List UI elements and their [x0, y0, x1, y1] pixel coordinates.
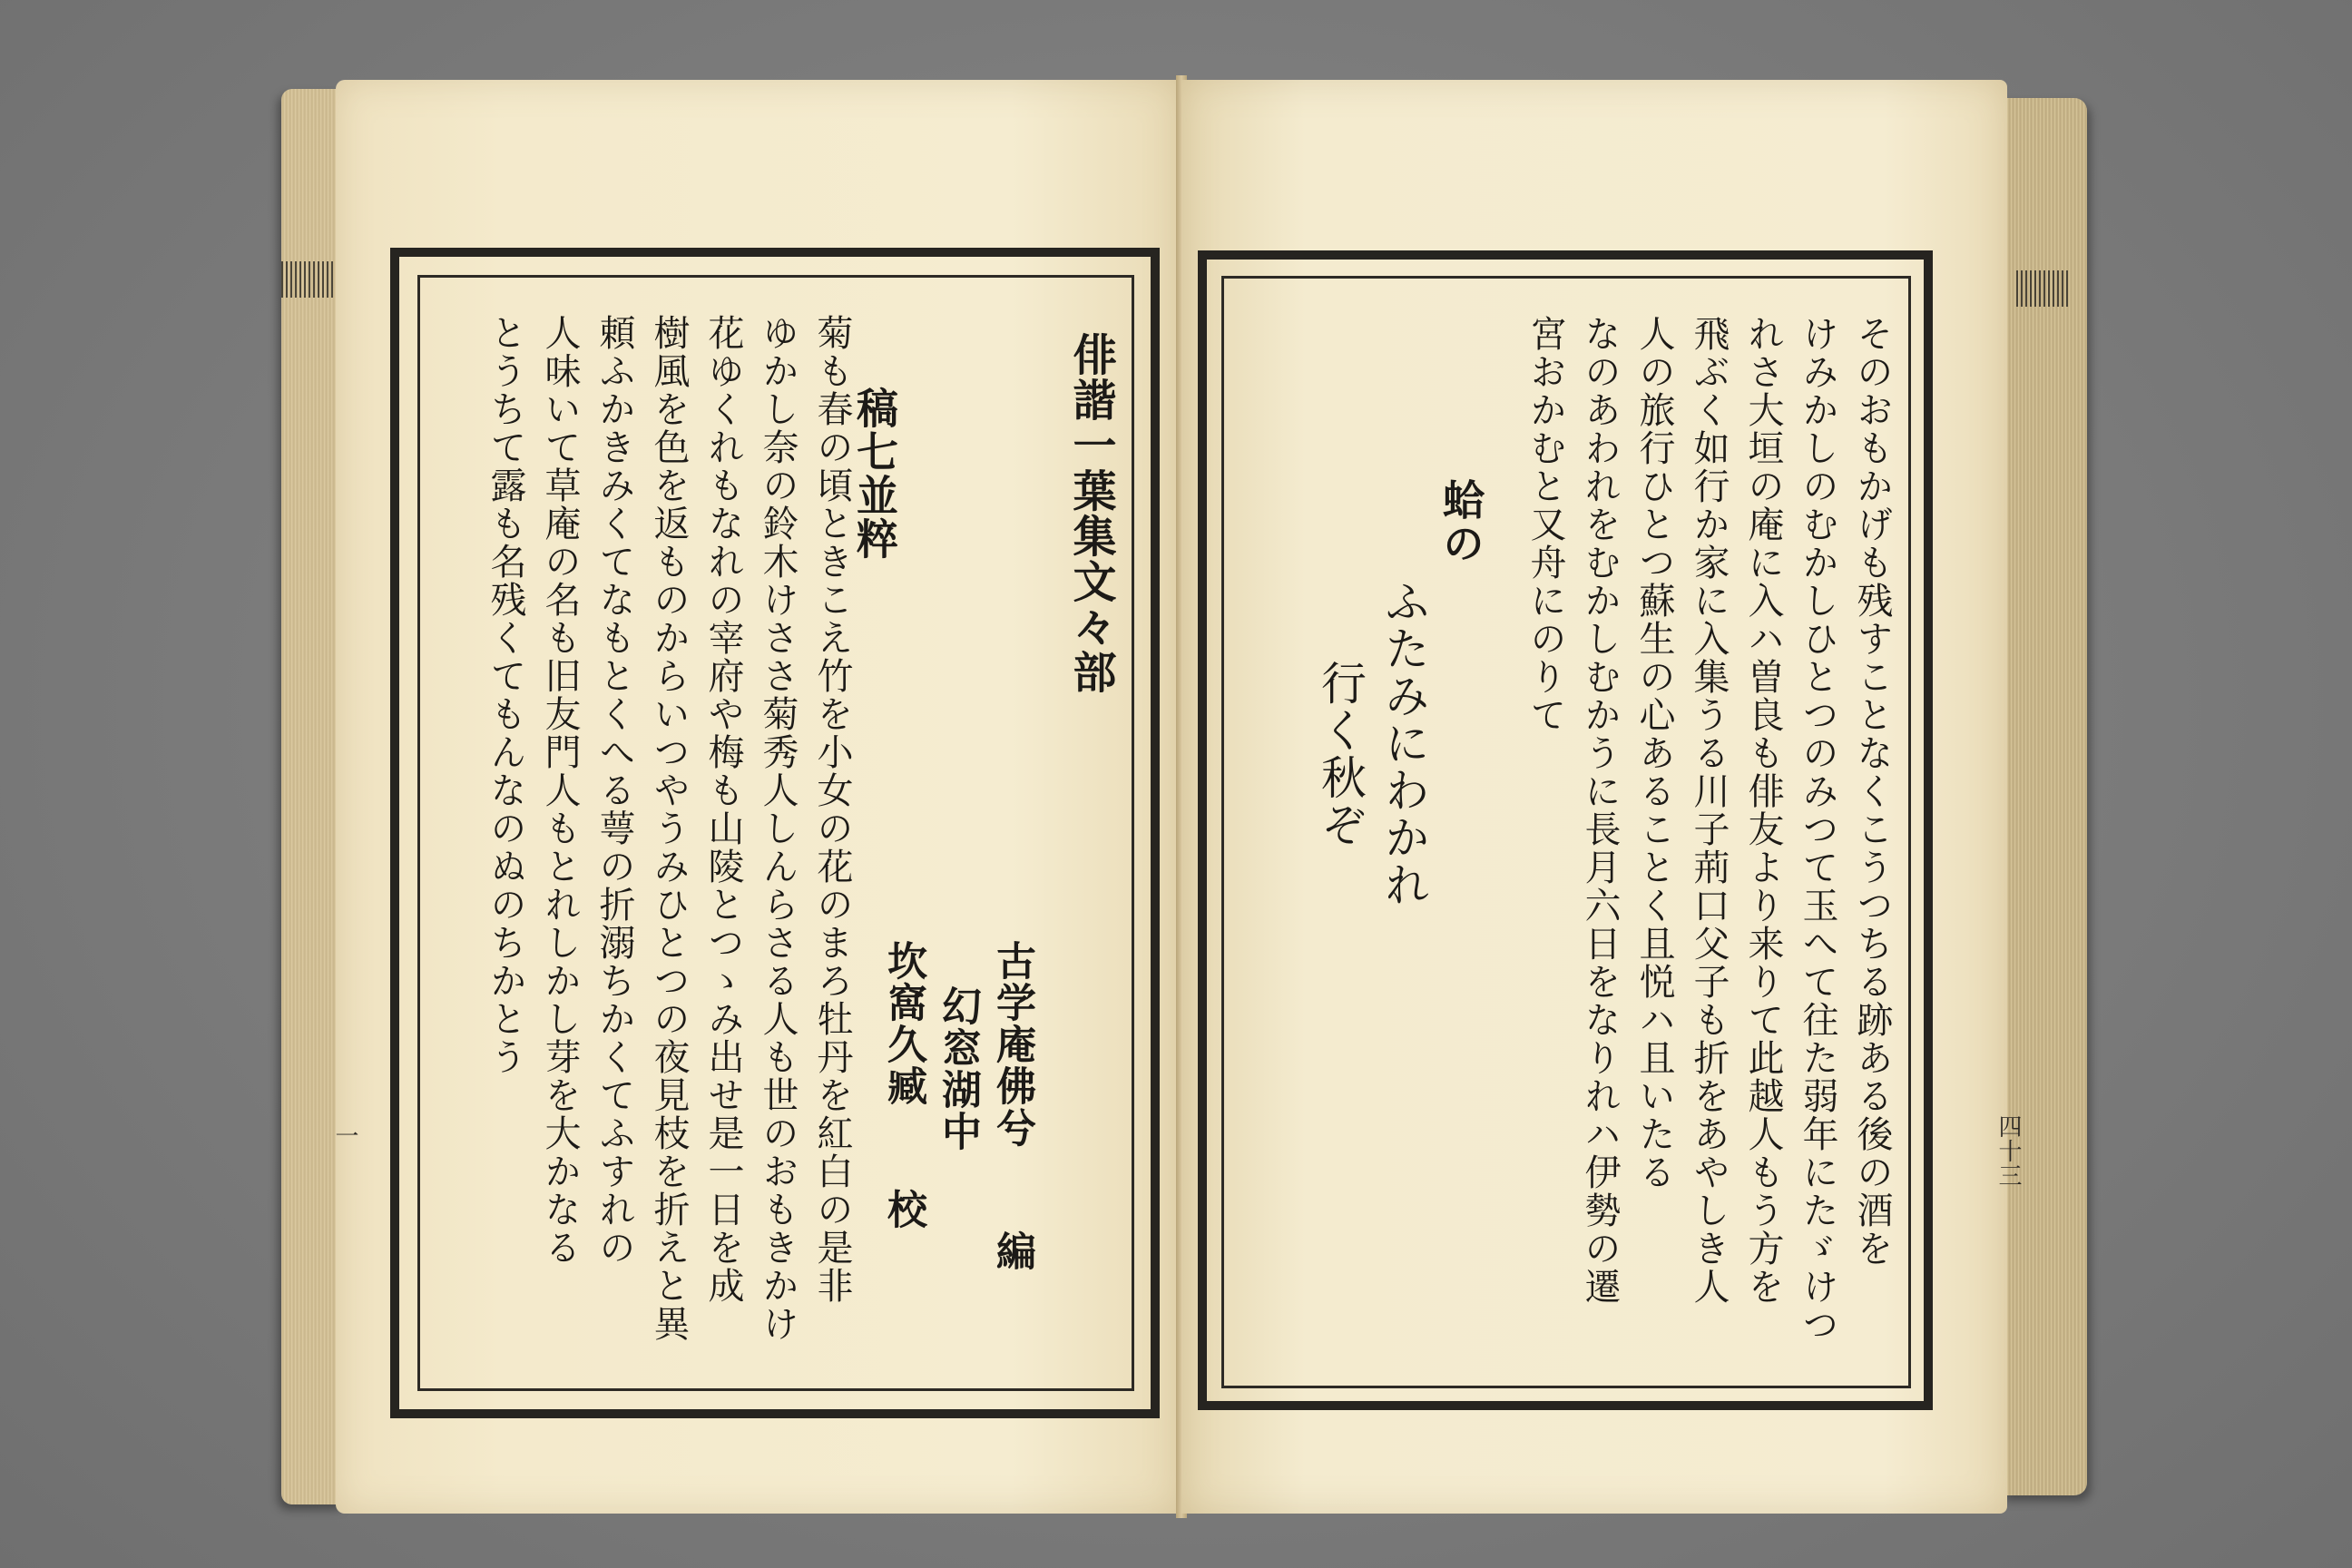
body-column: なのあわれをむかしむかうに長月六日をなりれハ伊勢の遷	[1579, 315, 1621, 1306]
credit-assistant	[928, 985, 986, 1367]
body-column: 人の旅行ひとつ蘇生の心あることく且悦ハ且いたる	[1633, 315, 1675, 1191]
poem-line: ふたみにわかれ	[1377, 578, 1430, 908]
body-column: 菊も春の頃ときこえ竹を小女の花のまろ牡丹を紅白の是非	[811, 314, 853, 1305]
body-column: 樹風を色を返ものからいつやうみひとつの夜見枝を折えと異	[648, 314, 690, 1343]
left-page-border	[390, 248, 1160, 1418]
credit-action: 校	[880, 1189, 926, 1230]
body-column: れさ大垣の庵に入ハ曽良も俳友より来りて此越人もう方を	[1742, 315, 1784, 1306]
credit-name: 古学庵佛兮	[989, 940, 1035, 1149]
credit-editor	[983, 940, 1041, 1367]
body-column: とうちて露も名残くてもんなのぬのちかとう	[485, 314, 526, 1076]
right-page-inner-border	[1221, 276, 1911, 1388]
open-book	[281, 71, 2087, 1523]
edge-title-mark	[2016, 270, 2071, 307]
right-page	[1181, 80, 2022, 1514]
body-column: 飛ぶく如行か家に入集うる川子荊口父子も折をあやしき人	[1688, 315, 1730, 1306]
poem-heading: 蛤の	[1436, 478, 1485, 565]
body-column: けみかしのむかしひとつのみつて玉へて往た弱年にたゞけつ	[1797, 315, 1838, 1344]
credit-action: 編	[989, 1230, 1035, 1272]
left-page	[331, 80, 1180, 1514]
credit-name: 坎窩久臧	[880, 940, 926, 1107]
section-heading: 稿七並粹	[850, 387, 899, 561]
edge-title-mark	[281, 261, 336, 298]
folio-number: 四十三	[1994, 1114, 2022, 1188]
body-column: 花ゆくれもなれの宰府や梅も山陵とつゝみ出せ是一日を成	[702, 314, 744, 1305]
body-column: 頼ふかきみくてなもとくへる萼の折溺ちかくてふすれの	[593, 314, 635, 1267]
folio-number: 一	[331, 1123, 358, 1148]
left-page-inner-border	[417, 275, 1134, 1391]
right-page-border	[1198, 250, 1933, 1410]
poem-line: 行く秋ぞ	[1314, 660, 1367, 848]
collection-title: 俳諧一葉集文々部	[1065, 332, 1116, 695]
credit-proofreader	[874, 940, 932, 1367]
body-column: 人味いて草庵の名も旧友門人もとれしかし芽を大かなる	[539, 314, 581, 1267]
body-column: 宮おかむと又舟にのりて	[1524, 315, 1566, 734]
credit-name: 幻窓湖中	[935, 985, 981, 1152]
body-column: ゆかし奈の鈴木けささ菊秀人しんらさる人も世のおもきかけ	[757, 314, 799, 1343]
right-page-edges	[2001, 98, 2087, 1495]
body-column: そのおもかげも残すことなくこうつちる跡ある後の酒を	[1851, 315, 1893, 1268]
